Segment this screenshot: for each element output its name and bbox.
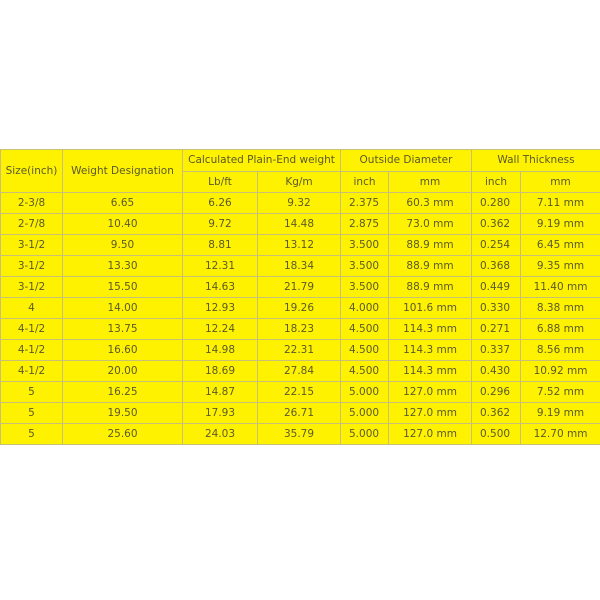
cell-kg-m: 18.34 — [258, 256, 341, 277]
cell-wt-inch: 0.449 — [472, 277, 521, 298]
cell-kg-m: 19.26 — [258, 298, 341, 319]
table-row — [1, 256, 600, 277]
cell-od-inch: 4.500 — [341, 319, 389, 340]
cell-weight: 25.60 — [63, 424, 183, 445]
header-calculated-weight: Calculated Plain-End weight — [183, 150, 341, 172]
header-group-row — [1, 150, 600, 172]
cell-od-inch: 3.500 — [341, 277, 389, 298]
table-row — [1, 235, 600, 256]
cell-wt-mm: 6.45 mm — [521, 235, 600, 256]
cell-kg-m: 22.31 — [258, 340, 341, 361]
cell-lb-ft: 12.93 — [183, 298, 258, 319]
cell-wt-mm: 9.19 mm — [521, 403, 600, 424]
cell-kg-m: 13.12 — [258, 235, 341, 256]
table-row — [1, 361, 600, 382]
cell-lb-ft: 6.26 — [183, 193, 258, 214]
cell-od-inch: 5.000 — [341, 424, 389, 445]
cell-wt-mm: 7.52 mm — [521, 382, 600, 403]
cell-od-inch: 2.375 — [341, 193, 389, 214]
cell-wt-mm: 9.19 mm — [521, 214, 600, 235]
cell-lb-ft: 12.24 — [183, 319, 258, 340]
cell-weight: 6.65 — [63, 193, 183, 214]
table-row — [1, 319, 600, 340]
table-row — [1, 277, 600, 298]
cell-od-mm: 127.0 mm — [389, 382, 472, 403]
table-row — [1, 424, 600, 445]
cell-wt-mm: 6.88 mm — [521, 319, 600, 340]
cell-od-mm: 73.0 mm — [389, 214, 472, 235]
cell-weight: 14.00 — [63, 298, 183, 319]
cell-wt-inch: 0.296 — [472, 382, 521, 403]
cell-size: 5 — [1, 382, 63, 403]
cell-kg-m: 9.32 — [258, 193, 341, 214]
cell-size: 3-1/2 — [1, 256, 63, 277]
cell-wt-mm: 7.11 mm — [521, 193, 600, 214]
header-wt-inch: inch — [472, 172, 521, 193]
cell-lb-ft: 14.98 — [183, 340, 258, 361]
cell-od-inch: 4.500 — [341, 340, 389, 361]
cell-weight: 16.60 — [63, 340, 183, 361]
cell-weight: 19.50 — [63, 403, 183, 424]
cell-od-mm: 127.0 mm — [389, 424, 472, 445]
cell-od-inch: 2.875 — [341, 214, 389, 235]
cell-od-mm: 114.3 mm — [389, 361, 472, 382]
cell-wt-mm: 8.56 mm — [521, 340, 600, 361]
cell-size: 4-1/2 — [1, 361, 63, 382]
cell-od-mm: 88.9 mm — [389, 235, 472, 256]
header-od-mm: mm — [389, 172, 472, 193]
cell-od-mm: 114.3 mm — [389, 340, 472, 361]
cell-wt-inch: 0.500 — [472, 424, 521, 445]
table-row — [1, 193, 600, 214]
cell-size: 3-1/2 — [1, 235, 63, 256]
cell-od-inch: 5.000 — [341, 403, 389, 424]
cell-wt-inch: 0.430 — [472, 361, 521, 382]
cell-od-mm: 101.6 mm — [389, 298, 472, 319]
header-lb-ft: Lb/ft — [183, 172, 258, 193]
cell-kg-m: 18.23 — [258, 319, 341, 340]
cell-od-inch: 5.000 — [341, 382, 389, 403]
cell-wt-inch: 0.330 — [472, 298, 521, 319]
cell-lb-ft: 18.69 — [183, 361, 258, 382]
header-kg-m: Kg/m — [258, 172, 341, 193]
cell-wt-inch: 0.254 — [472, 235, 521, 256]
cell-weight: 9.50 — [63, 235, 183, 256]
cell-od-mm: 60.3 mm — [389, 193, 472, 214]
cell-size: 2-3/8 — [1, 193, 63, 214]
cell-wt-inch: 0.271 — [472, 319, 521, 340]
cell-lb-ft: 8.81 — [183, 235, 258, 256]
cell-size: 4 — [1, 298, 63, 319]
cell-weight: 13.75 — [63, 319, 183, 340]
table-row — [1, 340, 600, 361]
cell-od-inch: 3.500 — [341, 235, 389, 256]
cell-wt-mm: 9.35 mm — [521, 256, 600, 277]
cell-weight: 10.40 — [63, 214, 183, 235]
cell-weight: 15.50 — [63, 277, 183, 298]
cell-lb-ft: 12.31 — [183, 256, 258, 277]
cell-size: 2-7/8 — [1, 214, 63, 235]
cell-wt-mm: 12.70 mm — [521, 424, 600, 445]
header-wt-mm: mm — [521, 172, 600, 193]
cell-od-mm: 127.0 mm — [389, 403, 472, 424]
cell-size: 5 — [1, 424, 63, 445]
cell-size: 3-1/2 — [1, 277, 63, 298]
header-wall-thickness: Wall Thickness — [472, 150, 600, 172]
table-row — [1, 403, 600, 424]
header-weight-designation: Weight Designation — [63, 150, 183, 193]
cell-od-inch: 4.500 — [341, 361, 389, 382]
cell-weight: 20.00 — [63, 361, 183, 382]
cell-kg-m: 22.15 — [258, 382, 341, 403]
table-row — [1, 298, 600, 319]
cell-kg-m: 14.48 — [258, 214, 341, 235]
cell-lb-ft: 14.63 — [183, 277, 258, 298]
cell-lb-ft: 24.03 — [183, 424, 258, 445]
pipe-spec-table — [0, 149, 600, 445]
cell-weight: 13.30 — [63, 256, 183, 277]
cell-kg-m: 27.84 — [258, 361, 341, 382]
cell-kg-m: 26.71 — [258, 403, 341, 424]
cell-size: 5 — [1, 403, 63, 424]
cell-od-inch: 4.000 — [341, 298, 389, 319]
cell-lb-ft: 9.72 — [183, 214, 258, 235]
cell-wt-inch: 0.368 — [472, 256, 521, 277]
cell-wt-inch: 0.362 — [472, 214, 521, 235]
header-outside-diameter: Outside Diameter — [341, 150, 472, 172]
cell-lb-ft: 14.87 — [183, 382, 258, 403]
cell-wt-mm: 8.38 mm — [521, 298, 600, 319]
cell-od-mm: 88.9 mm — [389, 256, 472, 277]
cell-wt-mm: 11.40 mm — [521, 277, 600, 298]
cell-kg-m: 21.79 — [258, 277, 341, 298]
cell-od-mm: 88.9 mm — [389, 277, 472, 298]
cell-wt-inch: 0.362 — [472, 403, 521, 424]
cell-size: 4-1/2 — [1, 340, 63, 361]
cell-weight: 16.25 — [63, 382, 183, 403]
cell-od-mm: 114.3 mm — [389, 319, 472, 340]
cell-kg-m: 35.79 — [258, 424, 341, 445]
header-od-inch: inch — [341, 172, 389, 193]
cell-size: 4-1/2 — [1, 319, 63, 340]
cell-wt-mm: 10.92 mm — [521, 361, 600, 382]
cell-lb-ft: 17.93 — [183, 403, 258, 424]
header-size: Size(inch) — [1, 150, 63, 193]
table-row — [1, 214, 600, 235]
cell-od-inch: 3.500 — [341, 256, 389, 277]
cell-wt-inch: 0.280 — [472, 193, 521, 214]
cell-wt-inch: 0.337 — [472, 340, 521, 361]
table-row — [1, 382, 600, 403]
